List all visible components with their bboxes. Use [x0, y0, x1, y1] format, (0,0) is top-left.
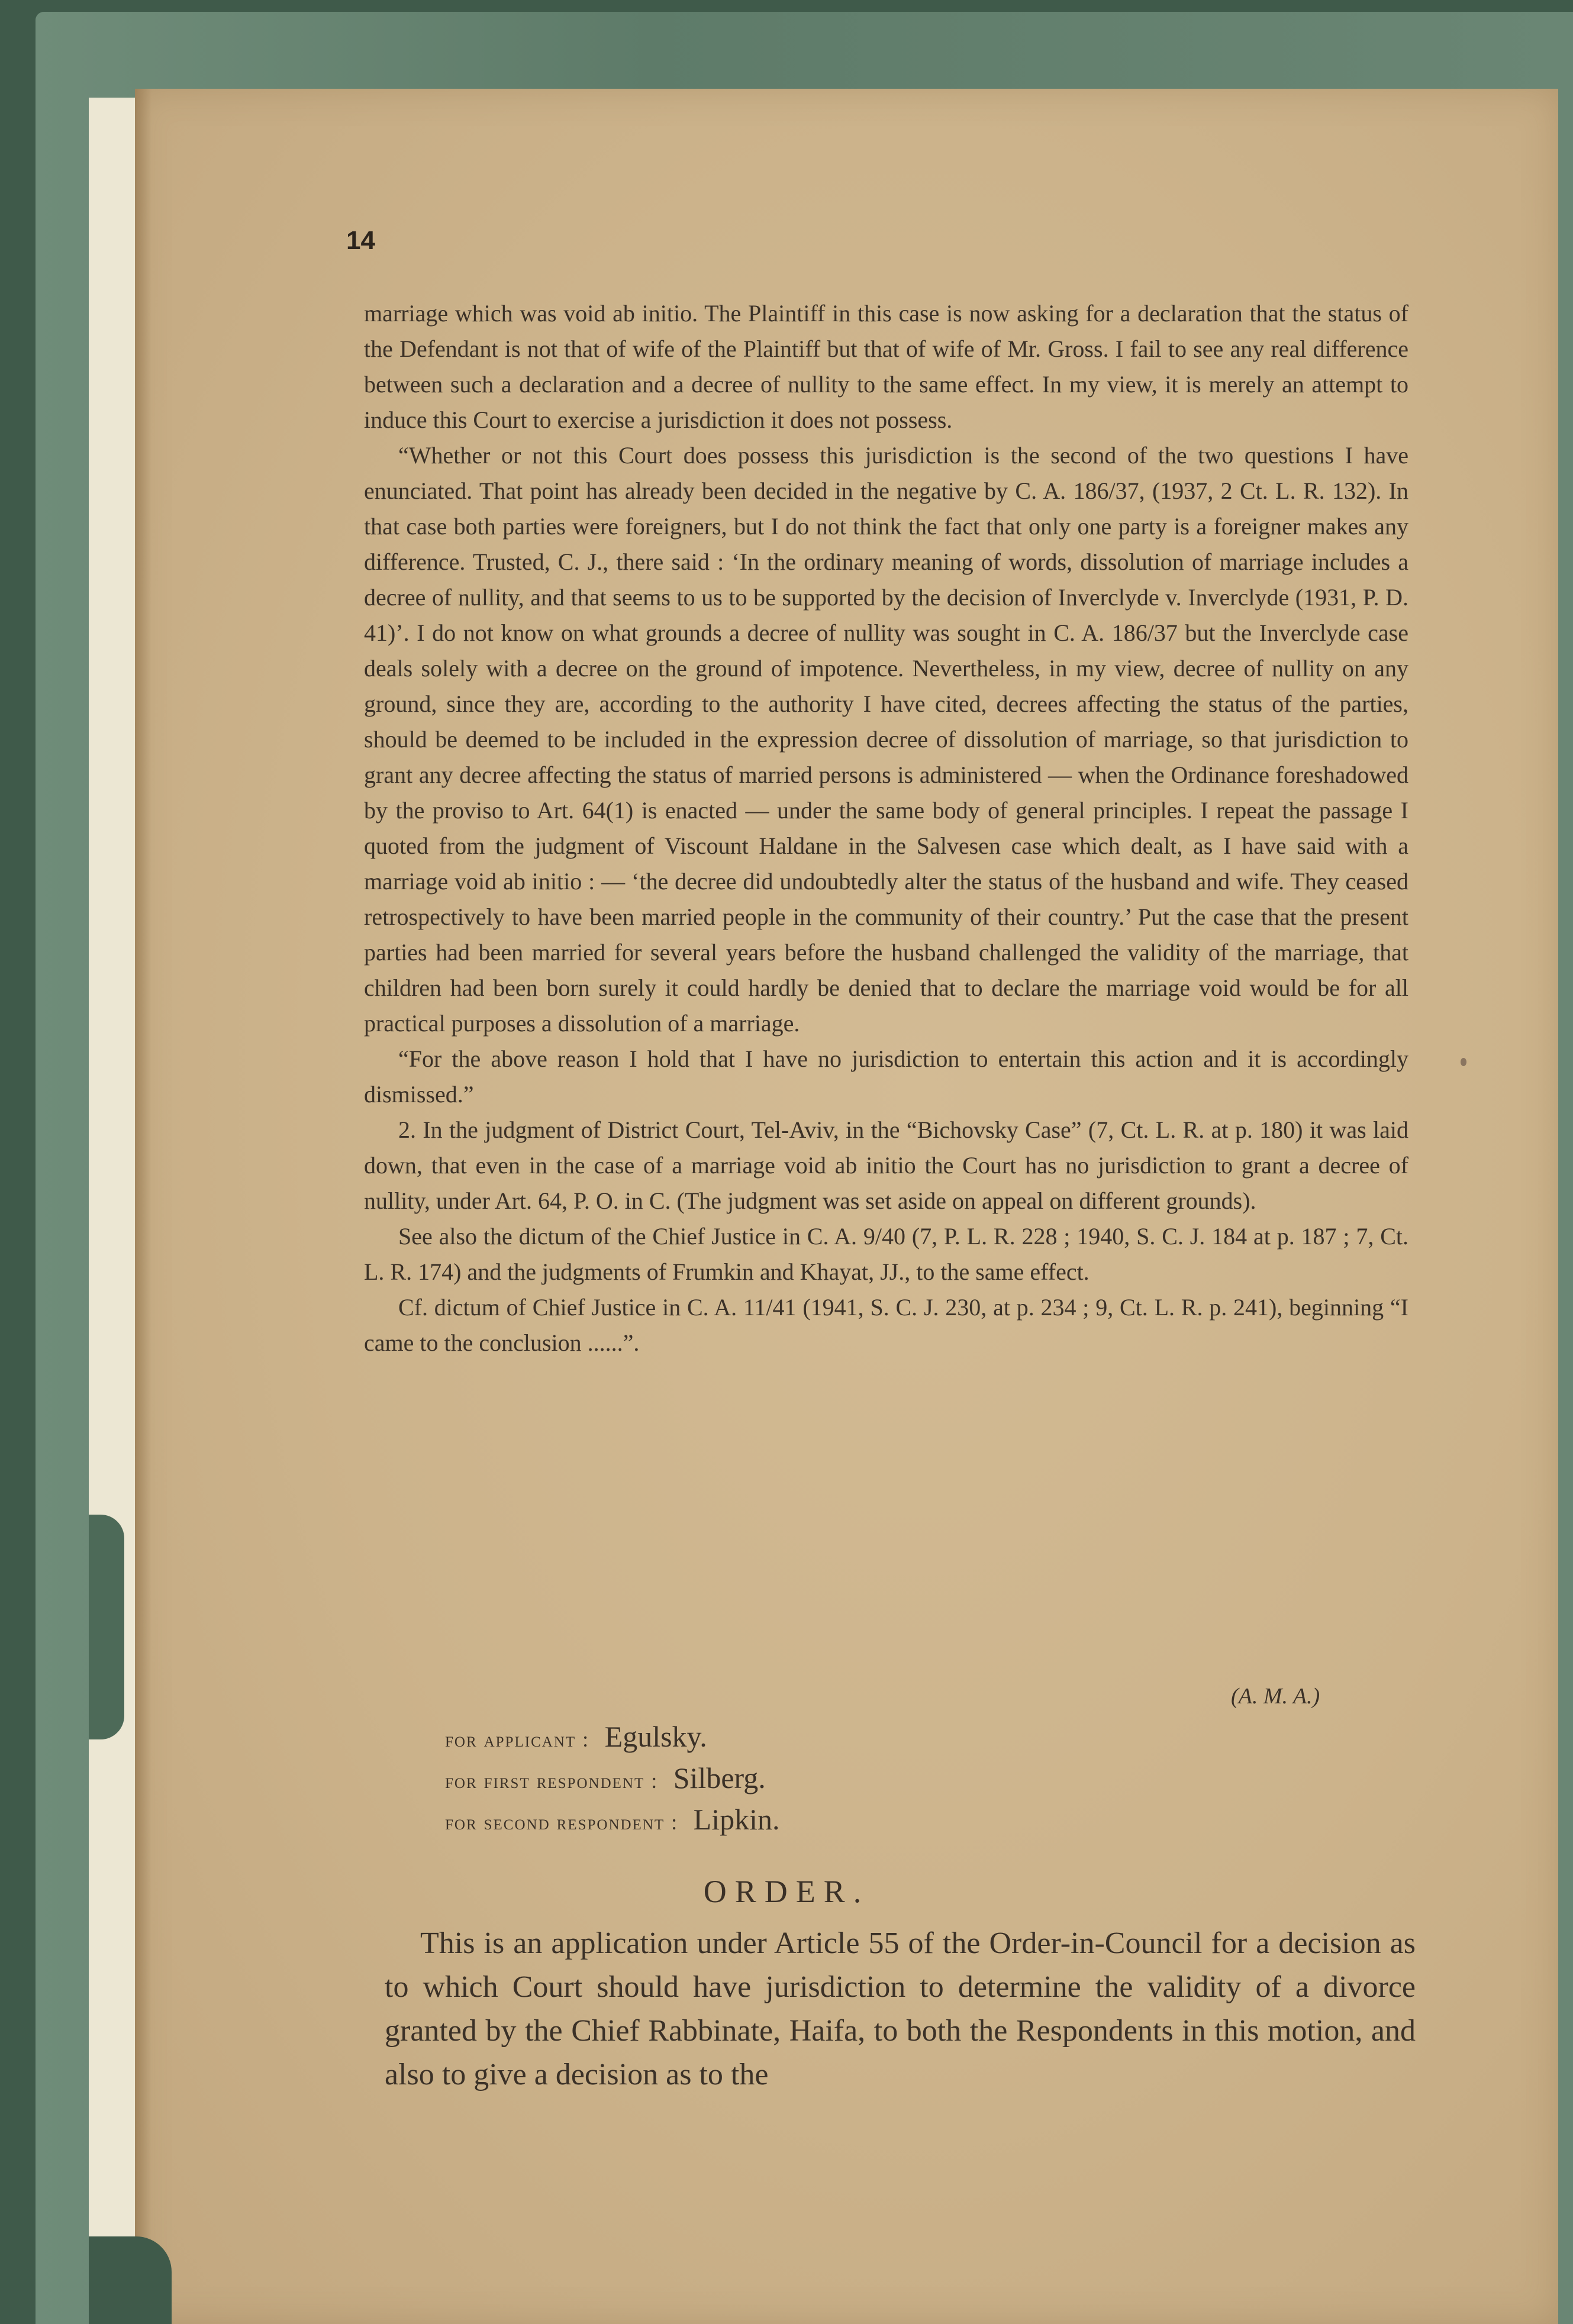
order-heading: ORDER.: [703, 1874, 870, 1909]
paragraph-1: marriage which was void ab initio. The Plaintiff in this case is now asking for a declaration that the status of the Defendant is not that of wife of the Plaintiff but that of wife of Mr. Gross. I fail to see any real difference between such a declaration and a decree of nullity to the same effect. In my view, it is merely an attempt to induce this Court to exercise a jurisdiction it does not possess.: [364, 300, 1408, 433]
counsel-role: for second respondent :: [445, 1810, 679, 1834]
note-cf: Cf. dictum of Chief Justice in C. A. 11/41 (1941, S. C. J. 230, at p. 234 ; 9, Ct. L. R. p. 241), beginning “I came to the conclusion ......”.: [364, 1294, 1408, 1356]
counsel-first-respondent: [445, 1760, 766, 1799]
counsel-second-respondent: [445, 1802, 780, 1840]
page-number: 14: [346, 226, 375, 255]
order-text: [385, 1922, 1416, 2097]
counsel-role: for first respondent :: [445, 1769, 659, 1793]
paragraph-3: “For the above reason I hold that I have no jurisdiction to entertain this action and it is accordingly dismissed.”: [364, 1045, 1408, 1108]
note-2: 2. In the judgment of District Court, Tel-Aviv, in the “Bichovsky Case” (7, Ct. L. R. at p. 180) it was laid down, that even in the case of a marriage void ab initio the Court has no jurisdiction to grant a decree of nullity, under Art. 64, P. O. in C. (The judgment was set aside on appeal on different grounds).: [364, 1116, 1408, 1214]
order-paragraph: This is an application under Article 55 of the Order-in-Council for a decision as to which Court should have jurisdiction to determine the validity of a divorce granted by the Chief Rabbinate, Haifa, to both the Respondents in this motion, and also to give a decision as to the: [385, 1926, 1416, 2091]
counsel-name: Egulsky.: [604, 1720, 707, 1753]
counsel-name: Lipkin.: [693, 1803, 780, 1836]
note-see-also: See also the dictum of the Chief Justice in C. A. 9/40 (7, P. L. R. 228 ; 1940, S. C. J. 184 at p. 187 ; 7, Ct. L. R. 174) and the judgments of Frumkin and Khayat, JJ., to the same effect.: [364, 1223, 1408, 1285]
page-shadow: [135, 89, 152, 2324]
counsel-applicant: [445, 1719, 707, 1757]
counsel-name: Silberg.: [673, 1761, 766, 1794]
torn-corner-bottom: [89, 2236, 172, 2324]
counsel-role: for applicant :: [445, 1728, 590, 1751]
torn-edge-left: [89, 1515, 124, 1739]
editor-initials: (A. M. A.): [1231, 1684, 1320, 1709]
margin-mark: [1461, 1058, 1466, 1066]
paragraph-2: “Whether or not this Court does possess this jurisdiction is the second of the two questions I have enunciated. That point has already been decided in the negative by C. A. 186/37, (1937, 2 Ct. L. R. 132). In that case both parties were foreigners, but I do not think the fact that only one party is a foreigner makes any difference. Trusted, C. J., there said : ‘In the ordinary meaning of words, dissolution of marriage includes a decree of nullity, and that seems to us to be supported by the decision of Inverclyde v. Inverclyde (1931, P. D. 41)’. I do not know on what grounds a decree of nullity was sought in C. A. 186/37 but the Inverclyde case deals solely with a decree on the ground of impotence. Nevertheless, in my view, decree of nullity on any ground, since they are, according to the authority I have cited, decrees affecting the status of the parties, should be deemed to be included in the expression decree of dissolution of marriage, so that jurisdiction to grant any decree affecting the status of married persons is administered — when the Ordinance foreshadowed by the proviso to Art. 64(1) is enacted — under the same body of general principles. I repeat the passage I quoted from the judgment of Viscount Haldane in the Salvesen case which dealt, as I have said with a marriage void ab initio : — ‘the decree did undoubtedly alter the status of the husband and wife. They ceased retrospectively to have been married people in the community of their country.’ Put the case that the present parties had been married for several years before the husband challenged the validity of the marriage, that children had been born surely it could hardly be denied that to declare the marriage void would be for all practical purposes a dissolution of a marriage.: [364, 442, 1408, 1037]
main-text: [364, 296, 1408, 1361]
